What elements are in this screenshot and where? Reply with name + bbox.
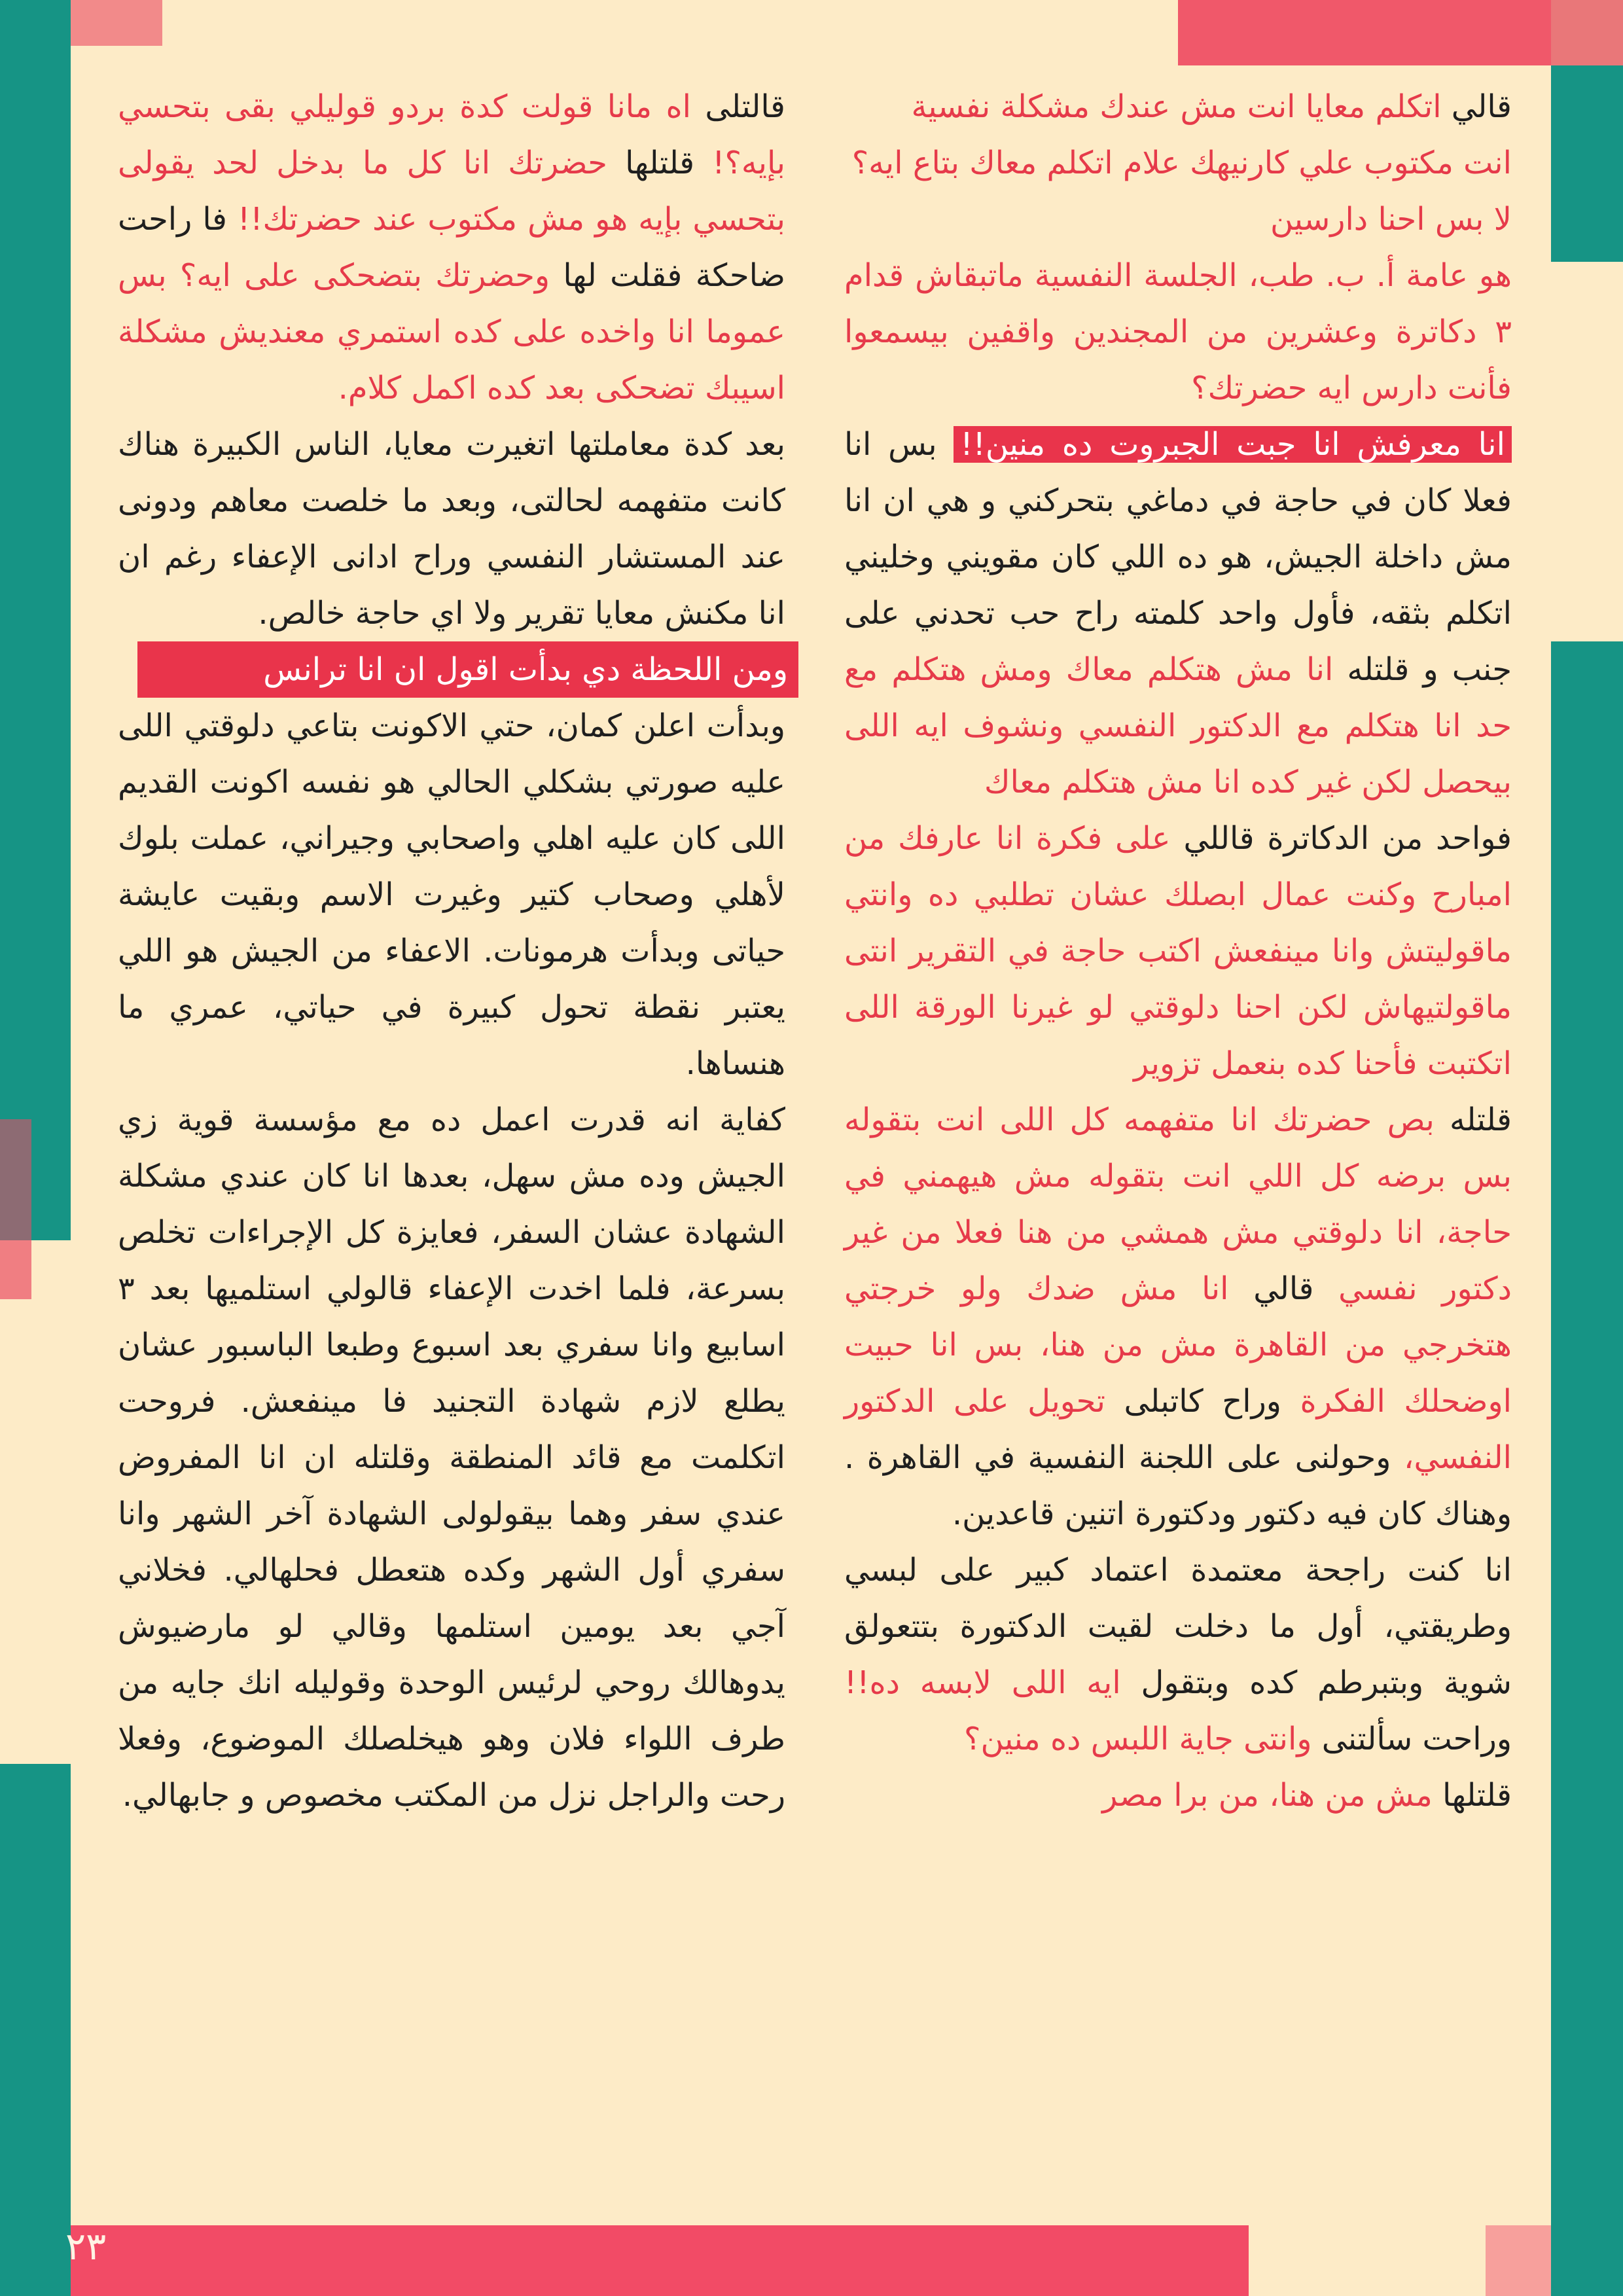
paragraph-2: بعد كدة معاملتها اتغيرت معايا، الناس الكبيرة هناك كانت متفهمه لحالتى، وبعد ما خلصت معاهم ودونى عند المستشار النفسي وراح ادانى الإعفاء رغم ان انا مكنش معايا تقرير ولا اي حاجة خالص. [118,426,785,632]
body-text: فواحد من الدكاترة قاللي [1170,820,1512,857]
body-text: وراح كاتبلى [1105,1383,1300,1420]
body-text: وراحت سألتنى [1311,1721,1512,1757]
body-text: قالي [1228,1270,1339,1307]
quote-text: وحضرتك بتضحكى على ايه؟ بس عموما انا واخده على كده استمري معنديش مشكلة اسيبك تضحكى بعد كده اكمل كلام. [118,257,785,406]
paragraph-6 [844,810,1512,1092]
highlighted-quote: ومن اللحظة دي بدأت اقول ان انا ترانس [137,641,798,698]
paragraph-3: لا بس احنا دارسين [1270,201,1512,238]
body-text: فا راحت ضاحكة فقلت لها [118,201,785,294]
pink-top-right-accent [1551,0,1623,65]
quote-text: وانتى جاية اللبس ده منين؟ [963,1721,1312,1757]
quote-text: مش من هنا، من برا مصر [1102,1777,1433,1814]
paragraph-1 [118,79,785,416]
quote-text: ايه اللى لابسه ده!! [844,1664,1121,1701]
pink-left-accent [0,1240,31,1299]
paragraph-4: كفاية انه قدرت اعمل ده مع مؤسسة قوية زي الجيش وده مش سهل، بعدها انا كان عندي مشكلة الشهادة عشان السفر، فعايزة كل الإجراءات تخلص بسرعة، فلما اخدت الإعفاء قالولي استلميها بعد ٣ اسابيع وانا سفري بعد اسبوع وطبعا الباسبور عشان يطلع لازم شهادة التجنيد فا مينفعش. فروحت اتكلمت مع قائد المنطقة وقلتله ان انا المفروض عندي سفر وهما بيقولولى الشهادة آخر الشهر وانا سفري أول الشهر وكده هتعطل فحلهالي. فخلاني آجي بعد يومين استلمها وقالي لو مارضيوش يدوهالك روحي لرئيس الوحدة وقوليله انك جايه من طرف اللواء فلان وهو هيخلصلك الموضوع، وفعلا رحت والراجل نزل من المكتب مخصوص و جابهالي. [118,1102,785,1814]
grey-left-accent [0,1119,31,1240]
speaker-text: قالتلى [690,88,785,125]
teal-left-lower-band [0,1764,71,2296]
paragraph-2: انت مكتوب علي كارنيهك علام اتكلم معاك بتاع ايه؟ [851,145,1512,181]
quote-text: تحويل على الدكتور النفسي، [844,1383,1512,1476]
body-text: وحولنى على اللجنة النفسية في القاهرة . وهناك كان فيه دكتور ودكتورة اتنين قاعدين. [844,1439,1512,1532]
right-column [844,79,1512,1823]
body-text: انا كنت راجحة معتمدة اعتماد كبير على لبسي وطريقتي، أول ما دخلت لقيت الدكتورة بتتعولق شوية وبتبرطم كده وبتقول [844,1552,1512,1701]
pink-top-left-accent [71,0,162,46]
teal-right-band [1551,641,1623,2296]
quote-text: اتكلم معايا انت مش عندك مشكلة نفسية [911,88,1452,125]
red-footer-band [71,2225,1249,2296]
paragraph-4: هو عامة أ. ب. طب، الجلسة النفسية ماتبقاش قدام ٣ دكاترة وعشرين من المجندين واقفين بيسمعوا فأنت دارس ايه حضرتك؟ [844,257,1512,406]
paragraph-5 [844,416,1512,810]
quote-text: انا مش ضدك ولو خرجتي هتخرجي من القاهرة مش من هنا، بس انا حبيت اوضحلك الفكرة [844,1270,1512,1420]
quote-text: انا مش هتكلم معاك ومش هتكلم مع حد انا هتكلم مع الدكتور النفسي ونشوف ايه اللى بيحصل لكن غير كده انا مش هتكلم معاك [844,651,1512,800]
paragraph-3 [118,641,788,1092]
quote-text: حضرتك انا كل ما بدخل لحد يقولى بتحسي بإيه هو مش مكتوب عند حضرتك!! [118,145,786,238]
left-column [118,79,788,1823]
body-text: وبدأت اعلن كمان، حتي الاكونت بتاعي دلوقتي اللى عليه صورتي بشكلي الحالي هو نفسه اكونت القديم اللى كان عليه اهلي واصحابي وجيراني، عملت بلوك لأهلي وصحاب كتير وغيرت الاسم وبقيت عايشة حياتى وبدأت هرمونات. الاعفاء من الجيش هو اللي يعتبر نقطة تحول كبيرة في حياتي، عمري ما هنساها. [118,708,785,1082]
body-text: قلتلها [1432,1777,1512,1814]
speaker-text: قالي [1451,88,1512,125]
paragraph-9 [844,1767,1512,1823]
highlighted-quote: انا معرفش انا جبت الجبروت ده منين!! [954,426,1512,463]
teal-left-band [0,0,71,1240]
quote-text: على فكرة انا عارفك من امبارح وكنت عمال ابصلك عشان تطلبي ده وانتي ماقوليتش وانا مينفعش اكتب حاجة في التقرير انتى ماقولتيهاش لكن احنا دلوقتي لو غيرنا الورقة اللى اتكتبت فأحنا كده بنعمل تزوير [844,820,1512,1082]
pink-footer-accent [1486,2225,1551,2296]
quote-text: اه مانا قولت كدة بردو قوليلي بقى بتحسي بإيه؟! [118,88,785,181]
paragraph-1 [844,79,1512,135]
paragraph-7 [844,1092,1512,1542]
body-text: قلتلها [607,145,713,181]
red-top-band [1178,0,1558,65]
teal-right-upper-band [1551,65,1623,262]
paragraph-8 [844,1542,1512,1767]
quote-text: بص حضرتك انا متفهمه كل اللى انت بتقوله بس برضه كل اللي انت بتقوله مش هيهمني في حاجة، انا دلوقتي مش همشي من هنا فعلا من غير دكتور نفسي [844,1102,1512,1307]
page-number: ٢٣ [65,2224,107,2269]
body-text: بس انا فعلا كان في حاجة في دماغي بتحركني و هي ان انا مش داخلة الجيش، هو ده اللي كان مقويني وخليني اتكلم بثقه، فأول واحد كلمته راح حب تحدني على جنب و قلتله [844,426,1512,688]
body-text: قلتله [1434,1102,1512,1138]
